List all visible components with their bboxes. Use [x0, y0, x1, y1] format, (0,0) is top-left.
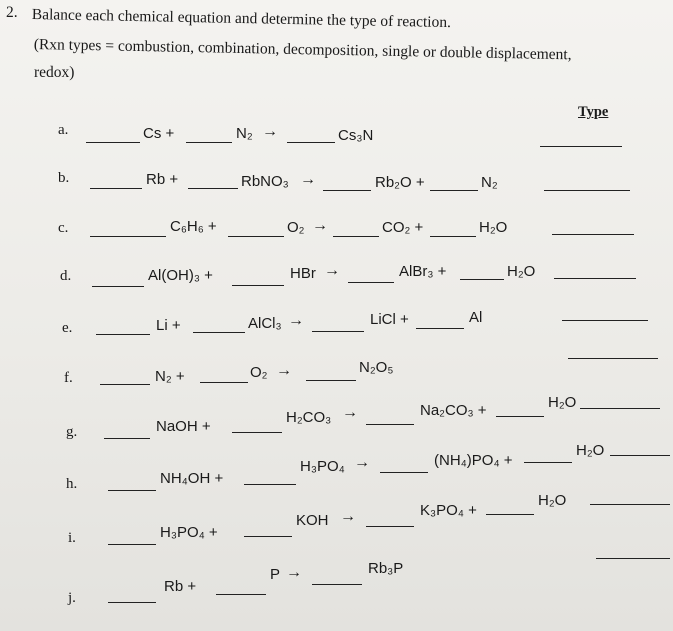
coefficient-blank[interactable] [232, 432, 282, 433]
coefficient-blank[interactable] [90, 236, 166, 237]
coefficient-blank[interactable] [228, 236, 284, 237]
row-letter: d. [60, 268, 72, 284]
coefficient-blank[interactable] [96, 334, 150, 335]
coefficient-blank[interactable] [188, 188, 238, 189]
equation-row-e [0, 306, 673, 336]
coefficient-blank[interactable] [287, 142, 335, 143]
instructions-line-3: redox) [34, 64, 75, 81]
equation-row-h [0, 442, 673, 492]
type-answer-blank[interactable] [552, 234, 634, 235]
reactant-2: KOH [296, 512, 329, 529]
reaction-arrow-icon: → [276, 362, 292, 379]
row-letter: i. [68, 530, 76, 546]
coefficient-blank[interactable] [366, 526, 414, 527]
product-2: H₂O [538, 492, 567, 509]
product-1: K₃PO₄ + [420, 502, 477, 519]
product-1: N₂O₅ [359, 359, 394, 376]
product-2: H₂O [507, 263, 536, 280]
product-1: Rb₂O + [375, 174, 425, 191]
coefficient-blank[interactable] [306, 380, 356, 381]
equation-row-f [0, 356, 673, 386]
coefficient-blank[interactable] [90, 188, 142, 189]
coefficient-blank[interactable] [86, 142, 140, 143]
row-letter: b. [58, 170, 70, 186]
equation-row-i [0, 492, 673, 546]
coefficient-blank[interactable] [416, 328, 464, 329]
coefficient-blank[interactable] [108, 490, 156, 491]
coefficient-blank[interactable] [323, 190, 371, 191]
reactant-2: O₂ [287, 219, 305, 236]
reactant-1: N₂ + [155, 368, 185, 385]
equation-row-b [0, 166, 673, 196]
reactant-2: P [270, 566, 281, 583]
product-1: Na₂CO₃ + [420, 402, 487, 419]
product-1: CO₂ + [382, 219, 424, 236]
reactant-1: Al(OH)₃ + [148, 267, 213, 284]
reactant-2: RbNO₃ [241, 173, 289, 190]
reaction-arrow-icon: → [324, 262, 340, 279]
reaction-arrow-icon: → [288, 312, 304, 329]
coefficient-blank[interactable] [486, 514, 534, 515]
instructions-line-1: Balance each chemical equation and determine the type of reaction. [31, 6, 452, 32]
reactant-2: HBr [290, 265, 316, 282]
coefficient-blank[interactable] [524, 462, 572, 463]
coefficient-blank[interactable] [108, 544, 156, 545]
reactant-2: H₃PO₄ [300, 458, 345, 475]
equation-row-g [0, 394, 673, 440]
row-letter: f. [64, 370, 73, 386]
type-answer-blank[interactable] [544, 190, 630, 191]
equation-row-d [0, 258, 673, 288]
type-answer-blank[interactable] [562, 320, 648, 321]
reactant-2: N₂ [236, 125, 253, 142]
coefficient-blank[interactable] [366, 424, 414, 425]
coefficient-blank[interactable] [430, 190, 478, 191]
reaction-arrow-icon: → [342, 404, 358, 421]
row-letter: j. [68, 590, 76, 606]
type-answer-blank[interactable] [540, 146, 622, 147]
coefficient-blank[interactable] [104, 438, 150, 439]
product-2: H₂O [479, 219, 508, 236]
instructions-line-2: (Rxn types = combustion, combination, decomposition, single or double displacement, [33, 36, 572, 64]
product-2: H₂O [576, 442, 605, 459]
coefficient-blank[interactable] [312, 584, 362, 585]
reactant-1: C₆H₆ + [170, 218, 217, 235]
product-1: Cs₃N [338, 127, 374, 144]
row-letter: h. [66, 476, 78, 492]
product-1: (NH₄)PO₄ + [434, 452, 513, 469]
coefficient-blank[interactable] [244, 484, 296, 485]
reactant-1: H₃PO₄ + [160, 524, 218, 541]
type-answer-blank[interactable] [568, 358, 658, 359]
equation-row-j [0, 556, 673, 606]
product-2: H₂O [548, 394, 577, 411]
reaction-arrow-icon: → [354, 454, 370, 471]
coefficient-blank[interactable] [348, 282, 394, 283]
product-1: AlBr₃ + [399, 263, 447, 280]
coefficient-blank[interactable] [186, 142, 232, 143]
coefficient-blank[interactable] [108, 602, 156, 603]
coefficient-blank[interactable] [496, 416, 544, 417]
type-column-heading: Type [578, 104, 609, 120]
row-letter: g. [66, 424, 78, 440]
coefficient-blank[interactable] [244, 536, 292, 537]
product-1: Rb₃P [368, 560, 404, 577]
coefficient-blank[interactable] [312, 331, 364, 332]
coefficient-blank[interactable] [200, 382, 248, 383]
coefficient-blank[interactable] [380, 472, 428, 473]
reaction-arrow-icon: → [340, 508, 356, 525]
type-answer-blank[interactable] [596, 558, 670, 559]
reactant-2: H₂CO₃ [286, 409, 332, 426]
type-answer-blank[interactable] [554, 278, 636, 279]
reactant-2: AlCl₃ [248, 315, 282, 332]
reaction-arrow-icon: → [286, 564, 302, 581]
coefficient-blank[interactable] [333, 236, 379, 237]
row-letter: e. [62, 320, 73, 336]
coefficient-blank[interactable] [92, 286, 144, 287]
type-answer-blank[interactable] [580, 408, 660, 409]
coefficient-blank[interactable] [193, 332, 245, 333]
reaction-arrow-icon: → [300, 171, 316, 188]
product-1: LiCl + [370, 311, 409, 328]
equation-row-a [0, 122, 673, 152]
coefficient-blank[interactable] [232, 285, 284, 286]
row-letter: c. [58, 220, 69, 236]
reactant-1: NaOH + [156, 418, 211, 435]
coefficient-blank[interactable] [460, 279, 504, 280]
reactant-1: Li + [156, 317, 181, 334]
question-number: 2. [6, 4, 18, 21]
coefficient-blank[interactable] [100, 384, 150, 385]
reactant-1: Rb + [164, 578, 197, 595]
product-2: Al [469, 309, 483, 326]
row-letter: a. [58, 122, 69, 138]
reactant-1: Cs + [143, 125, 175, 142]
reactant-1: NH₄OH + [160, 470, 224, 487]
coefficient-blank[interactable] [216, 594, 266, 595]
reaction-arrow-icon: → [262, 123, 278, 140]
reaction-arrow-icon: → [312, 217, 328, 234]
coefficient-blank[interactable] [430, 236, 476, 237]
reactant-2: O₂ [250, 364, 268, 381]
type-answer-blank[interactable] [590, 504, 670, 505]
type-answer-blank[interactable] [610, 455, 670, 456]
reactant-1: Rb + [146, 171, 179, 188]
product-2: N₂ [481, 174, 498, 191]
equation-row-c [0, 212, 673, 242]
